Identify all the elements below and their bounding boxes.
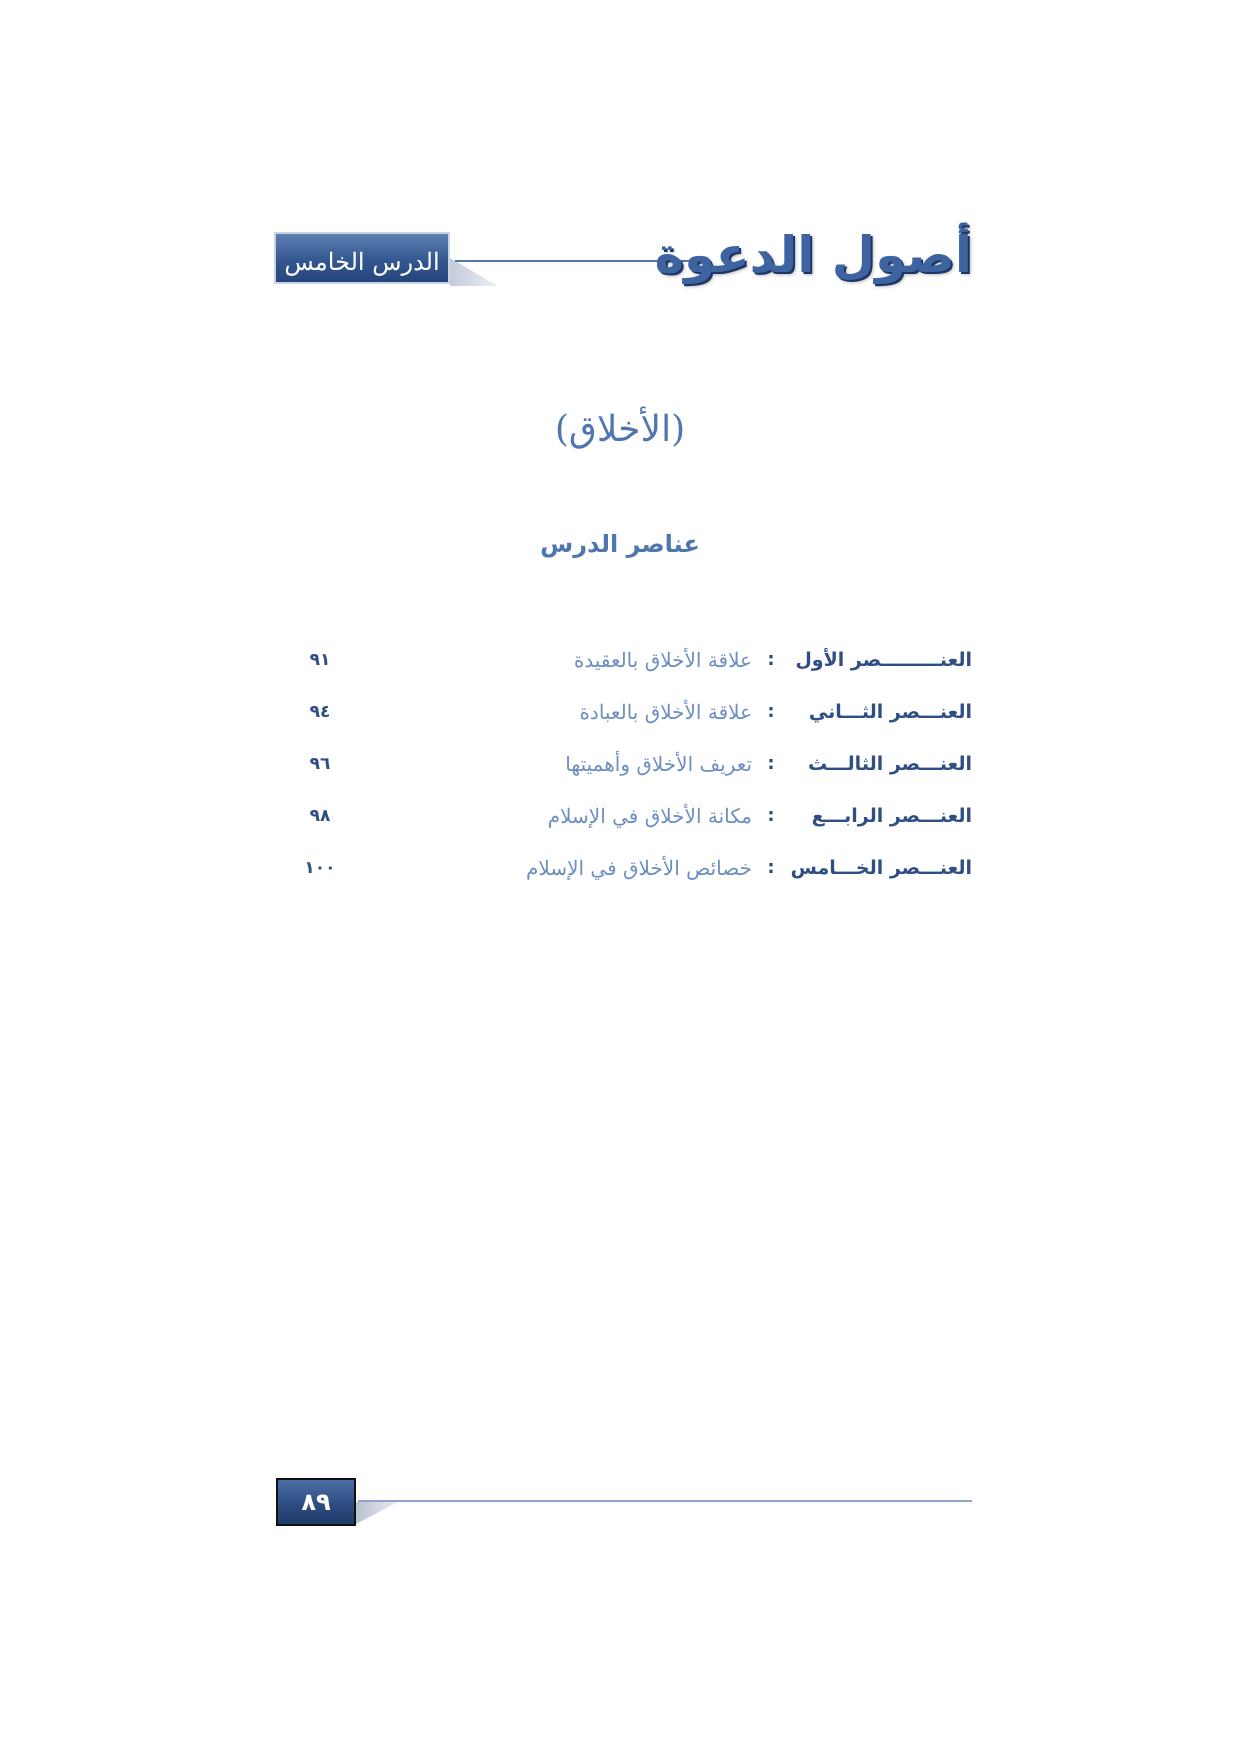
footer-rule	[358, 1500, 972, 1502]
toc-page: ٩٦	[309, 754, 331, 774]
toc-label: العنـــصر الخـــامس	[790, 857, 972, 879]
toc-page: ٩١	[309, 650, 331, 670]
lesson-badge	[274, 232, 450, 284]
toc-page: ٩٤	[309, 702, 331, 722]
toc-label: العنـــصر الرابـــع	[811, 805, 972, 827]
toc-colon: :	[767, 701, 775, 722]
toc-colon: :	[767, 857, 775, 878]
toc-colon: :	[767, 805, 775, 826]
toc-row	[290, 746, 972, 786]
toc-colon: :	[767, 649, 775, 670]
lesson-label: الدرس الخامس	[284, 248, 440, 276]
toc-label: العنـــصر الثـــاني	[808, 701, 972, 723]
toc-page: ١٠٠	[304, 858, 336, 878]
toc-label: العنـــــــــصر الأول	[795, 649, 972, 671]
toc-topic: تعريف الأخلاق وأهميتها	[565, 752, 752, 776]
toc-topic: خصائص الأخلاق في الإسلام	[526, 856, 752, 880]
elements-heading: عناصر الدرس	[540, 530, 700, 558]
toc-row	[290, 642, 972, 682]
toc-topic: علاقة الأخلاق بالعبادة	[579, 700, 752, 724]
toc-topic: علاقة الأخلاق بالعقيدة	[573, 648, 752, 672]
page-number-shadow	[356, 1502, 398, 1524]
toc-colon: :	[767, 753, 775, 774]
lesson-title: (الأخلاق)	[554, 409, 686, 450]
toc-page: ٩٨	[309, 806, 331, 826]
book-title: أصول الدعوة	[654, 226, 972, 284]
lesson-badge-shadow	[450, 258, 498, 286]
toc-label: العنـــصر الثالـــث	[807, 753, 972, 775]
toc-row	[290, 694, 972, 734]
toc-row	[290, 850, 972, 890]
toc-topic: مكانة الأخلاق في الإسلام	[547, 804, 752, 828]
page-number: ٨٩	[276, 1478, 356, 1526]
toc-row	[290, 798, 972, 838]
